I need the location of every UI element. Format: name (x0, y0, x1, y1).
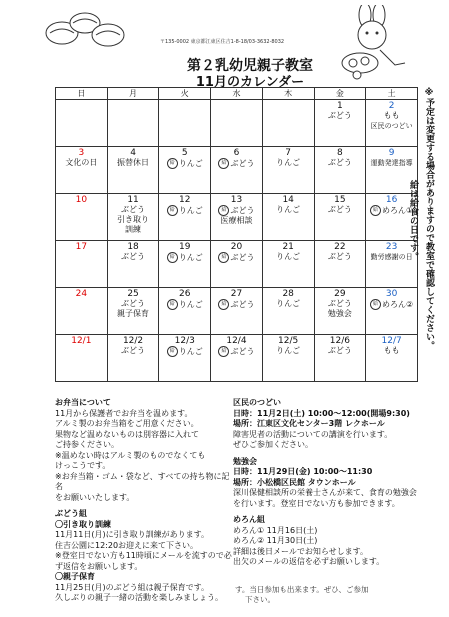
calendar-day-cell (159, 335, 211, 382)
calendar-day-cell (211, 194, 263, 241)
day-number: 22 (334, 242, 346, 252)
day-event-text (159, 205, 210, 216)
calendar-day-cell (262, 288, 314, 335)
dumplings-illustration (40, 5, 135, 53)
weekday-fri: 金 (314, 88, 366, 100)
note-line: 日時：11月2日(土) 10:00～12:00(開場9:30) (233, 408, 410, 418)
footer-line-1: す。当日参加も出来ます。ぜひ、ご参加 (235, 585, 369, 594)
footer-note (235, 585, 435, 605)
calendar-day-cell (262, 194, 314, 241)
note-line: 場所：小松橋区民館 タウンホール (233, 477, 356, 487)
calendar-day-cell (56, 147, 108, 194)
calendar-day-cell (107, 335, 159, 382)
day-number: 23 (385, 242, 398, 252)
note-line: 11月から保護者でお弁当を温めます。 (55, 408, 193, 418)
calendar-day-cell (262, 335, 314, 382)
day-event-text: ぶどう (327, 252, 352, 261)
calendar-day-cell (159, 147, 211, 194)
day-number: 5 (181, 148, 188, 158)
day-event-label: りんご (178, 159, 203, 168)
day-event-text (159, 252, 210, 263)
day-number: 14 (282, 195, 294, 205)
calendar-day-cell (366, 100, 418, 147)
day-number: 2 (388, 101, 395, 111)
calendar-day-cell (107, 147, 159, 194)
day-event-text: りんご (276, 158, 301, 167)
day-number: 1 (337, 101, 343, 111)
calendar-week-row (56, 335, 418, 382)
note-line: めろん① 11月16日(土) (233, 525, 318, 535)
day-event-text: ぶどう (327, 346, 352, 355)
day-number: 19 (179, 242, 191, 252)
note-line: 勉強会 (233, 456, 257, 466)
day-number: 12 (179, 195, 191, 205)
calendar-week-row (56, 241, 418, 288)
day-event-text (211, 252, 262, 263)
day-number: 30 (385, 289, 398, 299)
day-event-text: ぶどう (121, 205, 146, 214)
calendar-day-cell (107, 100, 159, 147)
day-event-text: 勤労感謝の日 (370, 253, 413, 261)
day-number: 8 (337, 148, 343, 158)
calendar-day-cell (159, 241, 211, 288)
lunch-mark-icon: 給 (167, 346, 178, 357)
calendar-week-row (56, 147, 418, 194)
weekday-mon: 月 (107, 88, 159, 100)
calendar-day-cell (262, 241, 314, 288)
calendar-day-cell (107, 241, 159, 288)
calendar-day-cell (366, 335, 418, 382)
day-event-text: ぶどう (327, 205, 352, 214)
day-number: 15 (334, 195, 346, 205)
note-line: ※登室日でない方も11時頃にメールを流すので必 (55, 551, 232, 560)
day-number: 3 (78, 148, 85, 158)
day-event-text (159, 299, 210, 310)
note-line: を行います。登室日でない方も参加できます。 (233, 498, 400, 508)
day-number: 6 (233, 148, 240, 158)
calendar-day-cell (107, 288, 159, 335)
day-event-text (211, 158, 262, 169)
note-line: ぜひご参加ください。 (233, 440, 313, 449)
lunch-mark-icon: 給 (167, 205, 178, 216)
day-event-text: ぶどう (121, 299, 146, 308)
day-number: 12/6 (329, 336, 350, 346)
calendar-day-cell (56, 100, 108, 147)
day-event-label: りんご (178, 253, 203, 262)
calendar-day-cell (314, 100, 366, 147)
day-event-text: りんご (276, 252, 301, 261)
calendar-week-row (56, 194, 418, 241)
day-number: 13 (230, 195, 243, 205)
day-number: 12/3 (174, 336, 195, 346)
day-number: 7 (285, 148, 292, 158)
day-event-text: 区民のつどい (370, 122, 413, 130)
day-event-label: りんご (178, 347, 203, 356)
lunch-mark-icon: 給 (167, 299, 178, 310)
note-line: ご持参ください。 (55, 440, 119, 449)
calendar-day-cell (56, 241, 108, 288)
address-line: 〒135-0002 東京都江東区住吉1-8-18/03-3632-8032 (160, 39, 285, 45)
day-event-text: 医療相談 (220, 216, 253, 225)
footer-line-2: 下さい。 (245, 595, 275, 604)
calendar-day-cell (314, 194, 366, 241)
lunch-mark-icon: 給 (167, 158, 178, 169)
day-number: 12/4 (226, 336, 247, 346)
day-event-label: りんご (178, 300, 203, 309)
day-number: 12/5 (278, 336, 299, 346)
day-number: 17 (75, 242, 88, 252)
day-number: 16 (385, 195, 398, 205)
lunch-mark-icon: 給 (218, 205, 229, 216)
weekday-thu: 木 (262, 88, 314, 100)
lunch-mark-icon: 給 (218, 299, 229, 310)
calendar-day-cell (314, 241, 366, 288)
day-event-label: ぶどう (230, 206, 255, 215)
day-event-label: りんご (178, 206, 203, 215)
day-event-label: ぶどう (230, 253, 255, 262)
day-event-text (159, 158, 210, 169)
day-number: 11 (127, 195, 139, 205)
calendar-day-cell (262, 100, 314, 147)
calendar-day-cell (56, 194, 108, 241)
note-line: ※温めない時はアルミ製のものでなくても (55, 450, 206, 460)
lunch-mark-icon: 給 (218, 252, 229, 263)
note-line: 区民のつどい (233, 398, 281, 407)
note-line: 障害児者の活動についての講演を行います。 (233, 429, 393, 439)
day-event-text: ぶどう (121, 252, 146, 261)
note-line: アルミ製のお弁当箱をご用意ください。 (55, 419, 199, 428)
calendar-day-cell (159, 100, 211, 147)
day-number: 12/1 (71, 336, 92, 346)
day-number: 20 (230, 242, 243, 252)
day-event-text (211, 205, 262, 216)
calendar-day-cell (211, 335, 263, 382)
day-event-label: めろん② (382, 300, 414, 309)
day-event-text (211, 299, 262, 310)
calendar-day-cell (211, 288, 263, 335)
note-line: 詳細は後日メールでお知らせします。 (233, 546, 368, 556)
calendar-day-cell (56, 335, 108, 382)
lunch-day-note: 給は給食の日です。 (408, 180, 418, 261)
note-line: お弁当について (55, 398, 111, 407)
weekday-tue: 火 (159, 88, 211, 100)
day-number: 25 (127, 289, 139, 299)
lunch-mark-icon: 給 (167, 252, 178, 263)
note-line: 〇親子保育 (55, 572, 95, 581)
note-line: 〇引き取り訓練 (55, 519, 111, 529)
weekday-sun: 日 (56, 88, 108, 100)
day-event-text: りんご (276, 299, 301, 308)
calendar-day-cell (262, 147, 314, 194)
day-event-text (159, 346, 210, 357)
lunch-mark-icon: 給 (218, 346, 229, 357)
day-event-text: ぶどう (327, 158, 352, 167)
day-event-text: りんご (276, 205, 301, 214)
day-number: 18 (127, 242, 139, 252)
calendar-day-cell (314, 147, 366, 194)
weekday-header-row (56, 88, 418, 100)
day-event-text: もも (383, 346, 400, 355)
day-event-text: 文化の日 (65, 158, 98, 167)
day-event-text: 引き取り (117, 215, 150, 224)
note-line: めろん② 11月30日(土) (233, 536, 318, 545)
calendar-day-cell (211, 147, 263, 194)
day-event-text: ぶどう (327, 111, 352, 120)
day-number: 27 (230, 289, 243, 299)
left-notes (55, 398, 235, 604)
note-line: けっこうです。 (55, 461, 111, 470)
weekday-sat: 土 (366, 88, 418, 100)
calendar-table (55, 87, 418, 382)
calendar-day-cell (366, 288, 418, 335)
day-event-text: 訓練 (125, 225, 142, 234)
calendar-day-cell (314, 335, 366, 382)
note-line: ず返信をお願いします。 (55, 561, 143, 571)
day-event-text: 勉強会 (327, 309, 352, 318)
calendar-week-row (56, 288, 418, 335)
note-line: 果物など温めないものは別容器に入れて (55, 429, 199, 439)
calendar-day-cell (107, 194, 159, 241)
day-number: 28 (282, 289, 294, 299)
day-event-label: ぶどう (230, 347, 255, 356)
day-number: 26 (179, 289, 191, 299)
note-line: ぶどう組 (55, 509, 87, 518)
note-line: めろん組 (233, 515, 265, 524)
day-event-label: めろん① (382, 206, 414, 215)
calendar-day-cell (159, 288, 211, 335)
day-event-label: ぶどう (230, 300, 255, 309)
day-event-text: 親子保育 (117, 309, 150, 318)
day-event-text (366, 299, 417, 310)
page-subtitle: 11月のカレンダー (195, 75, 305, 90)
calendar-week-row (56, 100, 418, 147)
calendar-day-cell (211, 100, 263, 147)
note-line: をお願いいたします。 (55, 492, 135, 502)
day-number: 12/2 (122, 336, 144, 346)
note-line: 日時：11月29日(金) 10:00～11:30 (233, 467, 373, 476)
note-line: ※お弁当箱・ゴム・袋など、すべての持ち物に記名 (55, 471, 230, 491)
day-number: 12/7 (381, 336, 402, 346)
page-title: 第２乳幼児親子教室 (187, 58, 313, 74)
note-line: 住吉公園に12:20お迎えに来て下さい。 (55, 540, 199, 550)
day-number: 4 (130, 148, 136, 158)
day-event-text (211, 346, 262, 357)
day-event-text: ぶどう (327, 299, 352, 308)
day-number: 10 (75, 195, 88, 205)
lunch-mark-icon: 給 (370, 299, 381, 310)
note-line: 出欠のメールの返信を必ずお願いします。 (233, 557, 385, 566)
note-line: 深川保健相談所の栄養士さんが来て、食育の勉強会 (233, 488, 417, 497)
schedule-change-note: ※予定は変更する場合がありますので教室で確認してください。 (424, 88, 434, 350)
calendar-day-cell (314, 288, 366, 335)
calendar-day-cell (211, 241, 263, 288)
day-event-label: ぶどう (230, 159, 255, 168)
calendar-body (56, 100, 418, 382)
weekday-wed: 水 (211, 88, 263, 100)
calendar-day-cell (56, 288, 108, 335)
day-event-text: りんご (276, 346, 301, 355)
calendar-day-cell (159, 194, 211, 241)
day-event-text: もも (383, 111, 400, 120)
note-line: 場所：江東区文化センター3階 レクホール (233, 419, 385, 428)
right-notes (233, 398, 423, 568)
lunch-mark-icon: 給 (370, 205, 381, 216)
day-event-text: ぶどう (121, 346, 146, 355)
day-number: 9 (388, 148, 395, 158)
note-line: 11月25日(月)のぶどう組は親子保育です。 (55, 582, 209, 592)
lunch-mark-icon: 給 (218, 158, 229, 169)
note-line: 久しぶりの親子一緒の活動を楽しみましょう。 (55, 593, 223, 602)
note-line: 11月11日(月)に引き取り訓練があります。 (55, 530, 209, 539)
day-number: 21 (282, 242, 294, 252)
day-event-text: 振替休日 (117, 158, 150, 167)
day-number: 24 (75, 289, 88, 299)
day-number: 29 (334, 289, 346, 299)
day-event-text: 運動発達指導 (370, 159, 413, 167)
